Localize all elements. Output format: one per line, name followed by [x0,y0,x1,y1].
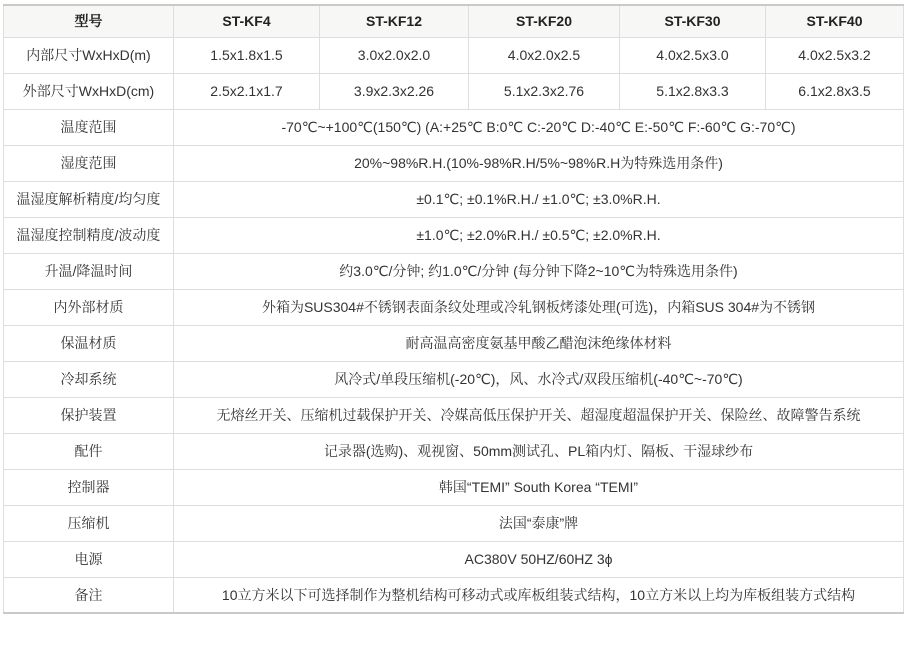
row-label: 外部尺寸WxHxD(cm) [4,73,174,109]
table-row-protection-devices [4,397,904,433]
table-row-cooling-system [4,361,904,397]
cell-value: 3.0x2.0x2.0 [320,37,469,73]
row-label: 控制器 [4,469,174,505]
row-label: 内外部材质 [4,289,174,325]
column-header-st-kf30: ST-KF30 [620,5,766,37]
table-row-accessories [4,433,904,469]
row-label: 升温/降温时间 [4,253,174,289]
spec-table [3,4,904,614]
row-label: 温湿度控制精度/波动度 [4,217,174,253]
table-row-insulation-material [4,325,904,361]
table-row-compressor [4,505,904,541]
row-label: 温湿度解析精度/均匀度 [4,181,174,217]
table-row-internal-size [4,37,904,73]
cell-value: AC380V 50HZ/60HZ 3ϕ [174,541,904,577]
cell-value: -70℃~+100℃(150℃) (A:+25℃ B:0℃ C:-20℃ D:-40℃ E:-50℃ F:-60℃ G:-70℃) [174,109,904,145]
cell-value: 约3.0℃/分钟; 约1.0℃/分钟 (每分钟下降2~10℃为特殊选用条件) [174,253,904,289]
column-header-st-kf20: ST-KF20 [469,5,620,37]
cell-value: 法国“泰康”牌 [174,505,904,541]
cell-value: 6.1x2.8x3.5 [766,73,904,109]
column-header-model: 型号 [4,5,174,37]
table-row-external-size [4,73,904,109]
row-label: 压缩机 [4,505,174,541]
cell-value: 2.5x2.1x1.7 [174,73,320,109]
cell-value: 外箱为SUS304#不锈钢表面条纹处理或冷轧钢板烤漆处理(可选)，内箱SUS 304#为不锈钢 [174,289,904,325]
table-row-temperature-range [4,109,904,145]
cell-value: 记录器(选购)、观视窗、50mm测试孔、PL箱内灯、隔板、干湿球纱布 [174,433,904,469]
cell-value: 耐高温高密度氨基甲酸乙醋泡沫绝缘体材料 [174,325,904,361]
row-label: 配件 [4,433,174,469]
cell-value: 5.1x2.8x3.3 [620,73,766,109]
row-label: 冷却系统 [4,361,174,397]
cell-value: 风冷式/单段压缩机(-20℃)，风、水冷式/双段压缩机(-40℃~-70℃) [174,361,904,397]
table-row-heating-cooling-time [4,253,904,289]
table-row-humidity-range [4,145,904,181]
cell-value: 5.1x2.3x2.76 [469,73,620,109]
table-row-resolution-uniformity [4,181,904,217]
cell-value: 1.5x1.8x1.5 [174,37,320,73]
column-header-st-kf12: ST-KF12 [320,5,469,37]
table-row-materials [4,289,904,325]
column-header-st-kf40: ST-KF40 [766,5,904,37]
cell-value: 20%~98%R.H.(10%-98%R.H/5%~98%R.H为特殊选用条件) [174,145,904,181]
row-label: 温度范围 [4,109,174,145]
cell-value: 4.0x2.5x3.2 [766,37,904,73]
table-row-controller [4,469,904,505]
row-label: 保温材质 [4,325,174,361]
row-label: 备注 [4,577,174,613]
cell-value: 10立方米以下可选择制作为整机结构可移动式或库板组装式结构，10立方米以上均为库板组装方式结构 [174,577,904,613]
cell-value: 4.0x2.5x3.0 [620,37,766,73]
cell-value: 韩国“TEMI” South Korea “TEMI” [174,469,904,505]
row-label: 湿度范围 [4,145,174,181]
table-row-power-supply [4,541,904,577]
cell-value: 3.9x2.3x2.26 [320,73,469,109]
table-row-remarks [4,577,904,613]
header-row [4,5,904,37]
cell-value: 无熔丝开关、压缩机过载保护开关、冷媒高低压保护开关、超湿度超温保护开关、保险丝、故障警告系统 [174,397,904,433]
column-header-st-kf4: ST-KF4 [174,5,320,37]
table-row-control-accuracy [4,217,904,253]
cell-value: 4.0x2.0x2.5 [469,37,620,73]
row-label: 电源 [4,541,174,577]
cell-value: ±0.1℃; ±0.1%R.H./ ±1.0℃; ±3.0%R.H. [174,181,904,217]
row-label: 保护装置 [4,397,174,433]
cell-value: ±1.0℃; ±2.0%R.H./ ±0.5℃; ±2.0%R.H. [174,217,904,253]
row-label: 内部尺寸WxHxD(m) [4,37,174,73]
